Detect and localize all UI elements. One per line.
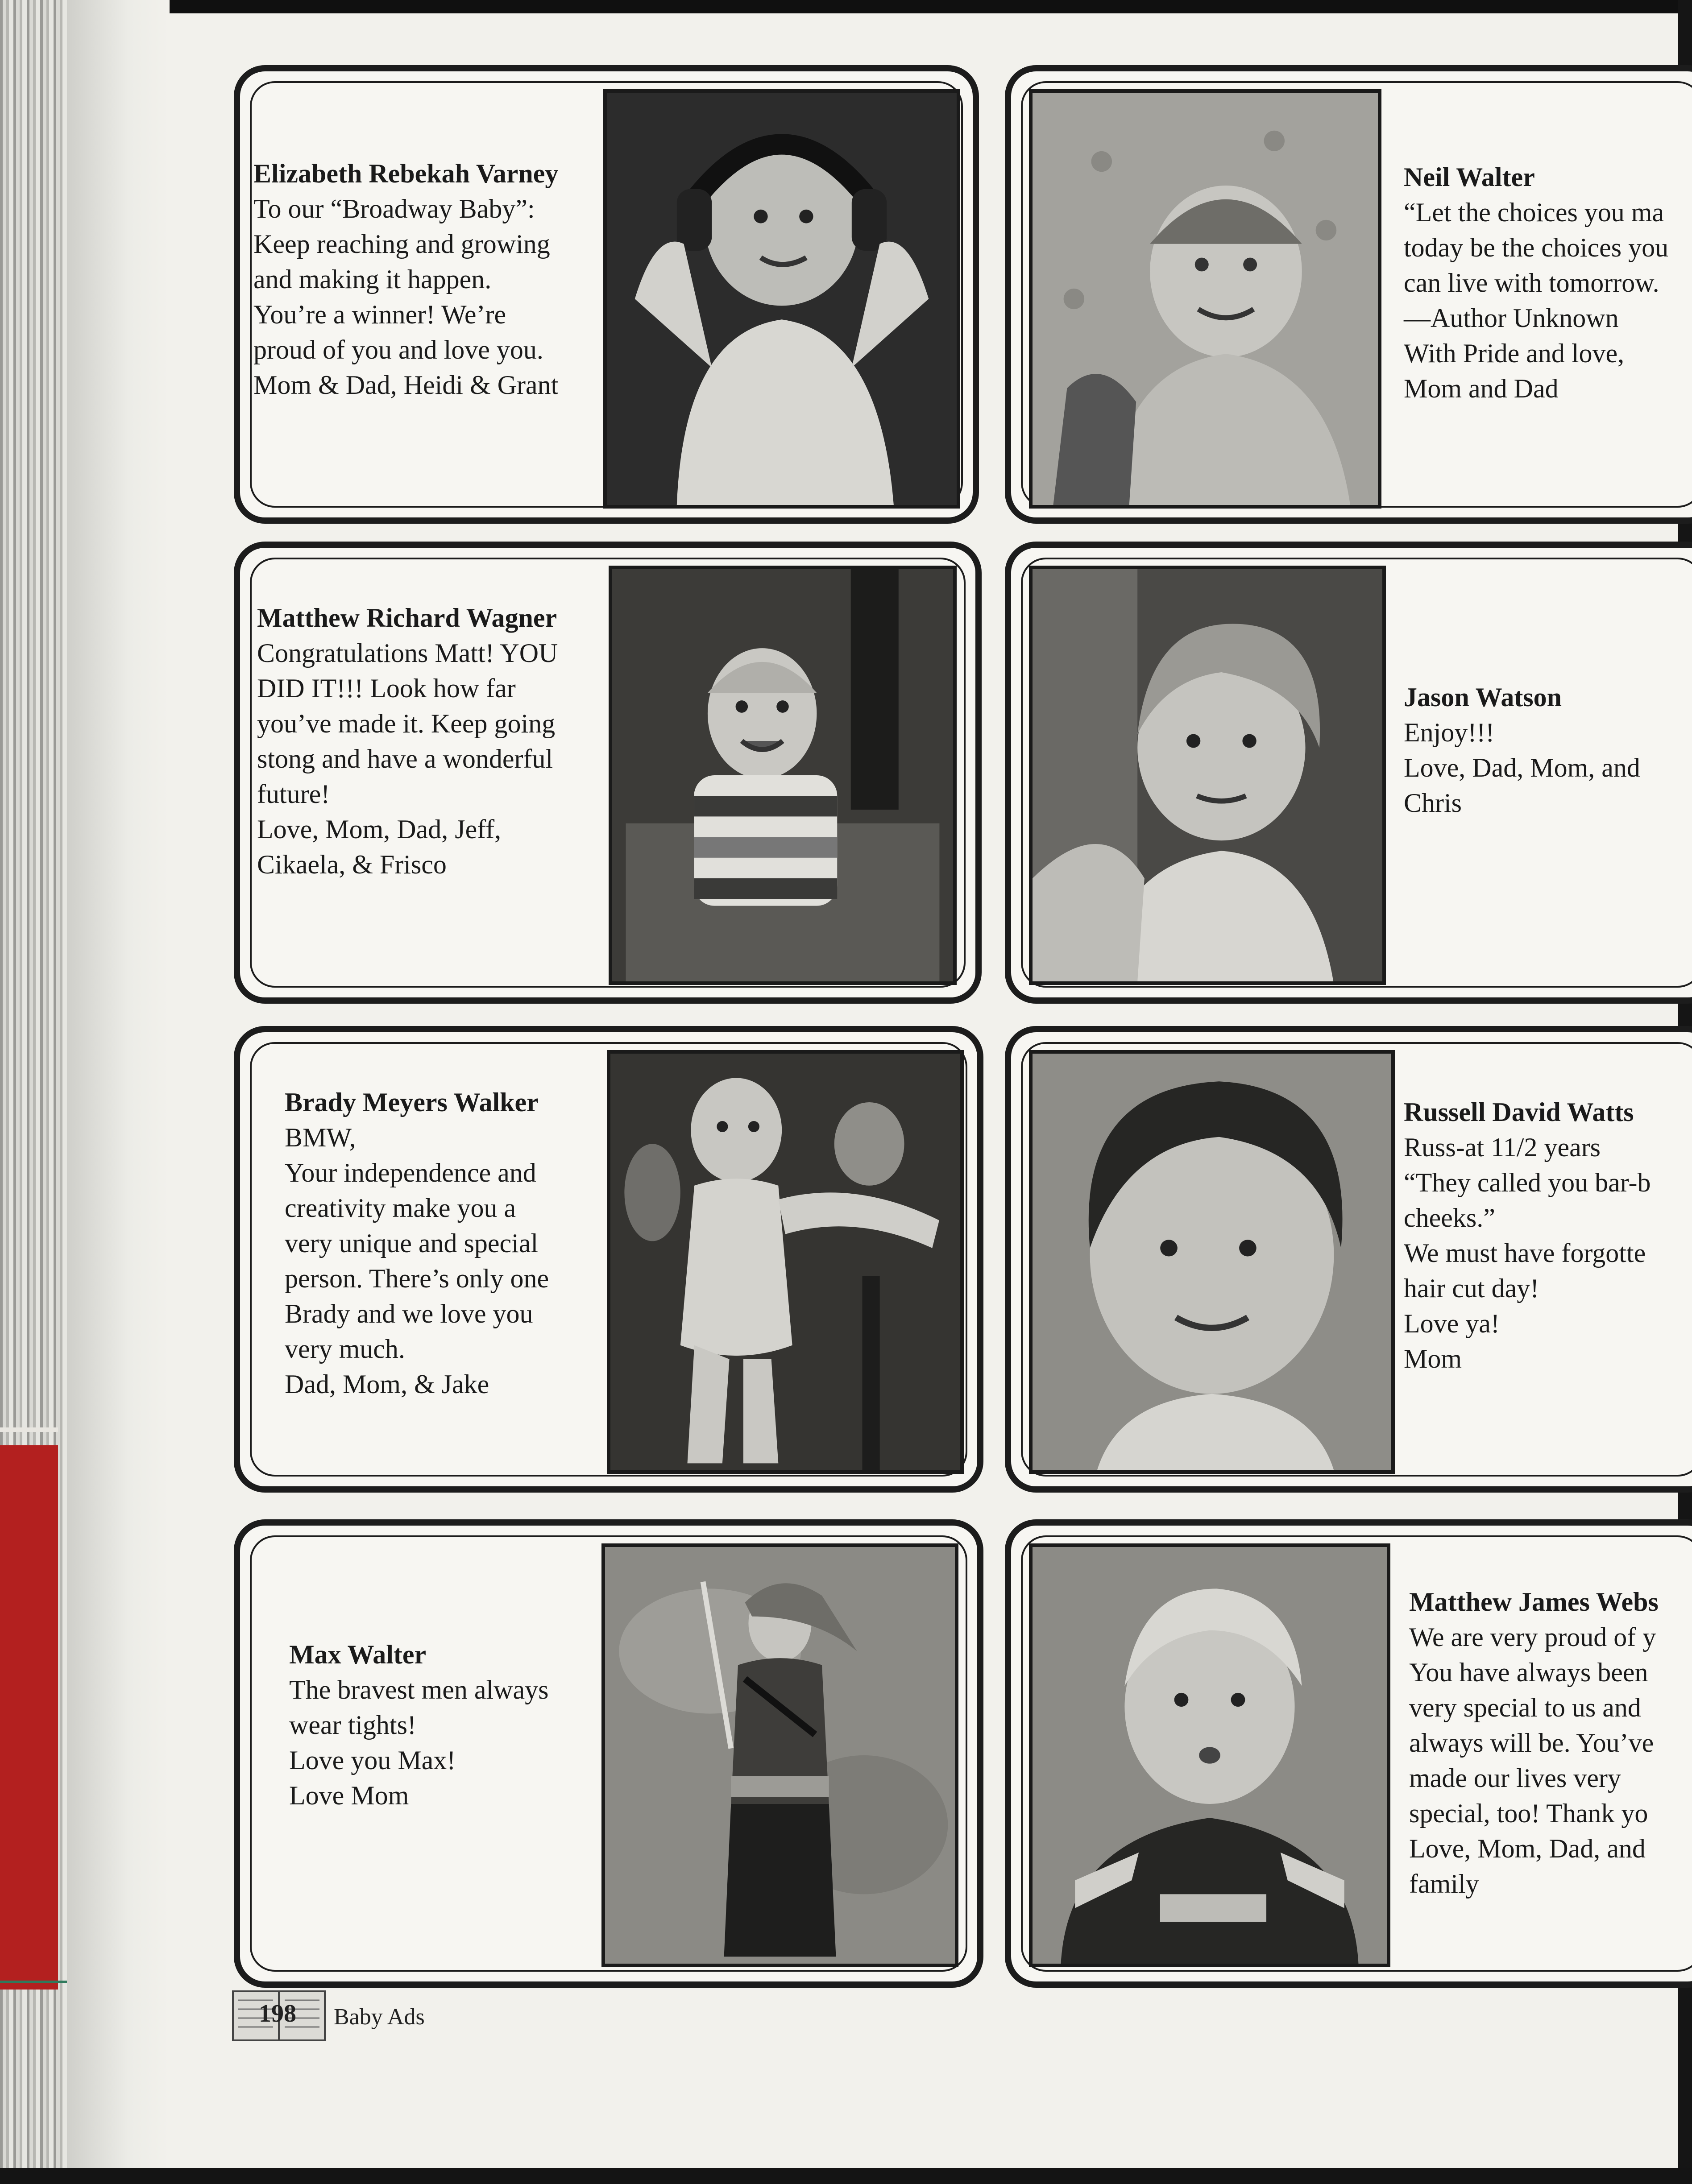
binding-shadow: [67, 0, 170, 2184]
section-title: Baby Ads: [334, 2004, 425, 2030]
baby-photo: [609, 566, 957, 985]
page-bottom-edge: [0, 2168, 1692, 2184]
baby-name: Neil Walter: [1404, 162, 1535, 192]
ad-line: The bravest men always: [289, 1675, 549, 1704]
ad-line: Chris: [1404, 788, 1462, 818]
ad-line: can live with tomorrow.: [1404, 268, 1659, 298]
ad-line: stong and have a wonderful: [257, 744, 553, 774]
baby-photo: [1029, 89, 1381, 509]
ad-line: wear tights!: [289, 1710, 416, 1740]
ad-line: BMW,: [285, 1123, 356, 1152]
ad-line: Dad, Mom, & Jake: [285, 1369, 489, 1399]
ad-panel: [1005, 542, 1692, 1004]
ad-line: special, too! Thank yo: [1409, 1799, 1648, 1828]
ad-line: person. There’s only one: [285, 1264, 549, 1293]
ad-line: —Author Unknown: [1404, 303, 1619, 333]
baby-photo: [601, 1543, 958, 1967]
binding-red-band: [0, 1445, 58, 1990]
ad-panel: [234, 1519, 983, 1988]
ad-line: future!: [257, 779, 330, 809]
ad-panel: [234, 542, 982, 1004]
ad-line: Brady and we love you: [285, 1299, 533, 1328]
ad-panel: [234, 65, 979, 524]
ad-line: Mom and Dad: [1404, 374, 1559, 403]
ad-text: [257, 600, 558, 882]
ad-text: [1409, 1584, 1659, 1902]
ad-line: You’re a winner! We’re: [253, 300, 506, 329]
ad-line: Love, Mom, Dad, and: [1409, 1834, 1646, 1863]
ad-line: Congratulations Matt! YOU: [257, 638, 558, 668]
ad-line: Russ-at 11/2 years: [1404, 1133, 1601, 1162]
ad-panel: [1005, 65, 1692, 524]
ad-line: very unique and special: [285, 1228, 539, 1258]
page-number: 198: [259, 2000, 296, 2027]
ad-text: [1404, 1095, 1651, 1377]
ad-line: We are very proud of y: [1409, 1622, 1656, 1652]
baby-name: Brady Meyers Walker: [285, 1088, 539, 1117]
ad-line: hair cut day!: [1404, 1274, 1539, 1303]
ad-line: We must have forgotte: [1404, 1238, 1646, 1268]
baby-name: Elizabeth Rebekah Varney: [253, 159, 559, 188]
ad-panel: [1005, 1519, 1692, 1988]
ad-line: always will be. You’ve: [1409, 1728, 1654, 1758]
ad-line: Enjoy!!!: [1404, 718, 1495, 747]
ad-text: [1404, 680, 1640, 821]
ad-text: [289, 1637, 548, 1813]
baby-photo: [1029, 1543, 1390, 1967]
baby-photo: [603, 89, 960, 509]
ad-line: and making it happen.: [253, 265, 492, 294]
ad-line: cheeks.”: [1404, 1203, 1495, 1233]
ad-line: Mom & Dad, Heidi & Grant: [253, 370, 559, 400]
ad-line: With Pride and love,: [1404, 339, 1625, 368]
ad-line: today be the choices you: [1404, 233, 1669, 262]
ad-line: DID IT!!! Look how far: [257, 674, 516, 703]
ad-text: [253, 156, 558, 403]
ad-line: Mom: [1404, 1344, 1462, 1373]
ad-line: very much.: [285, 1334, 405, 1364]
ad-line: Love you Max!: [289, 1746, 456, 1775]
ad-line: made our lives very: [1409, 1763, 1621, 1793]
ad-line: creativity make you a: [285, 1193, 516, 1223]
ad-line: To our “Broadway Baby”:: [253, 194, 535, 223]
ad-line: “They called you bar-b: [1404, 1168, 1651, 1197]
baby-photo: [1029, 1050, 1395, 1474]
baby-name: Russell David Watts: [1404, 1097, 1634, 1127]
page-top-edge: [0, 0, 1692, 13]
baby-photo: [1029, 566, 1386, 985]
ad-text: [1404, 160, 1668, 406]
ad-line: Your independence and: [285, 1158, 536, 1187]
ad-line: very special to us and: [1409, 1693, 1641, 1722]
baby-name: Max Walter: [289, 1640, 427, 1669]
ad-panel: [234, 1026, 983, 1493]
ad-line: Cikaela, & Frisco: [257, 850, 447, 879]
ad-line: you’ve made it. Keep going: [257, 709, 556, 738]
ad-line: Love Mom: [289, 1781, 409, 1810]
ad-line: Keep reaching and growing: [253, 229, 550, 259]
binding-green-line: [0, 1981, 67, 1983]
baby-name: Jason Watson: [1404, 682, 1562, 712]
ad-line: family: [1409, 1869, 1479, 1899]
baby-photo: [607, 1050, 964, 1474]
ad-panel: [1005, 1026, 1692, 1493]
ad-line: Love ya!: [1404, 1309, 1500, 1338]
ad-line: proud of you and love you.: [253, 335, 543, 364]
baby-name: Matthew James Webs: [1409, 1587, 1659, 1617]
ad-line: “Let the choices you ma: [1404, 198, 1664, 227]
baby-name: Matthew Richard Wagner: [257, 603, 557, 633]
ad-line: Love, Mom, Dad, Jeff,: [257, 815, 502, 844]
ad-line: You have always been: [1409, 1658, 1648, 1687]
ad-line: Love, Dad, Mom, and: [1404, 753, 1640, 782]
ad-text: [285, 1085, 549, 1402]
